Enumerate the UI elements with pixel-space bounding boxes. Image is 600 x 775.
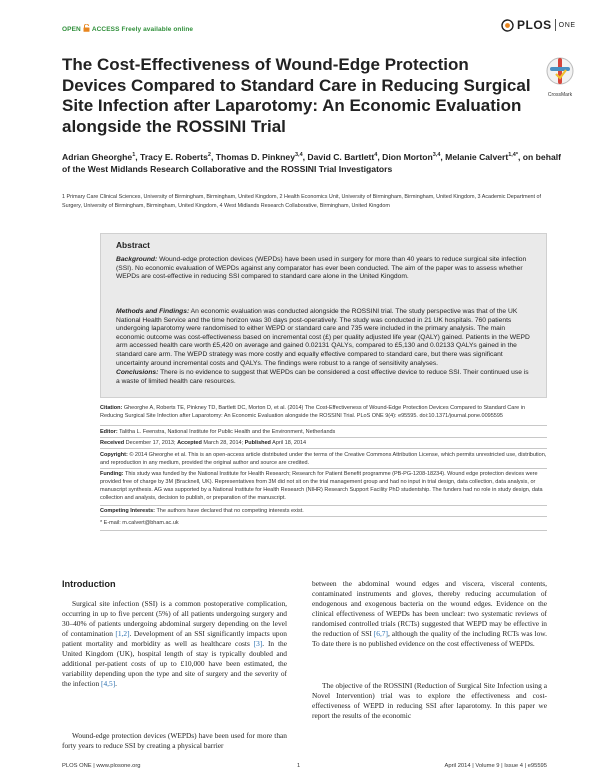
author-name: , Thomas D. Pinkney (210, 152, 295, 162)
open-access-banner (62, 24, 193, 33)
intro-paragraph (312, 579, 547, 649)
author-name: , David C. Bartlett (302, 152, 375, 162)
corresponding-mark: * (515, 152, 519, 159)
access-label: ACCESS (91, 26, 120, 33)
plos-logo-icon (501, 19, 514, 32)
author-affil: 4 (374, 152, 378, 159)
email-link[interactable]: m.calvert@bham.ac.uk (120, 520, 179, 526)
author-affil: 3,4 (295, 152, 303, 159)
corresponding-email (100, 519, 547, 527)
intro-paragraph (62, 599, 287, 689)
plos-one-logo[interactable] (501, 17, 576, 33)
crossmark-label: CrossMark (547, 92, 573, 98)
citation (100, 404, 547, 420)
divider (100, 437, 547, 438)
intro-text: Surgical site infection (SSI) is a common postoperative complication, occurring in up to five percent (5%) of all patients undergoing surgery and 30–40% of patients undergoing abdominal surgery depending on the level of contamination (62, 599, 287, 638)
intro-paragraph: The objective of the ROSSINI (Reduction of Surgical Site Infection using a Novel Intervention) trial was to explore the effectiveness and cost-effectiveness of WEPD in reducing SSI after laparotomy. In this paper we report the results of the economic (312, 681, 547, 720)
methods-text: An economic evaluation was conducted alongside the ROSSINI trial. The study perspective was that of the UK National Health Service and the time horizon was 30 days post-operatively. The study was conducted in 21 UK hospitals. 760 patients undergoing laparotomy were randomised to either WEPD or standard care and 735 were included in the primary analysis. The main economic outcome was cost-effectiveness based on incremental cost (£) per quality adjusted life year (QALY) gained. Patients in the WEPD arm accessed health care worth £5,420 on average and gained 0.02131 QALYs, compared to £5,130 and 0.02133 QALYs gained in the standard care arm. The WEPD strategy was more costly and equally effective compared to standard care, but there was significant uncertainty around incremental costs and QALYs. The findings were robust to a range of sensitivity analyses. (116, 308, 530, 367)
editor (100, 428, 547, 436)
abstract-methods (116, 308, 530, 368)
author-collaborative: , on behalf of the West Midlands Research Collaborative and the ROSSINI Trial Investigators (62, 152, 561, 174)
page-number: 1 (297, 763, 301, 769)
author-name: , Dion Morton (377, 152, 433, 162)
divider (100, 530, 547, 531)
intro-text: . Development of an SSI significantly impacts upon patient mortality and morbidity as well as healthcare costs (62, 629, 287, 648)
intro-paragraph: Wound-edge protection devices (WEPDs) have been used for more than forty years to reduce SSI by creating a physical barrier (62, 731, 287, 750)
competing-interests (100, 507, 547, 515)
funding (100, 470, 547, 502)
affiliations: 1 Primary Care Clinical Sciences, University of Birmingham, Birmingham, United Kingdom, 2 Health Economics Unit, University of Birmingham, Birmingham, United Kingdom, 3 Academic Department of Surgery, University of Birmingham, Birmingham, United Kingdom, 4 West Midlands Research Collaborative, Birmingham, United Kingdom (62, 194, 542, 209)
logo-divider (555, 19, 556, 31)
competing-label: Competing Interests: (100, 508, 156, 514)
one-label: ONE (558, 21, 576, 29)
reference-link[interactable]: [3] (253, 639, 263, 648)
citation-label: Citation: (100, 405, 123, 411)
funding-label: Funding: (100, 471, 124, 477)
published-label: Published (244, 440, 271, 446)
accepted-date: March 28, 2014; (201, 440, 245, 446)
intro-text: . In the United Kingdom (UK), hospital length of stay is typically doubled and additional per-patient costs of up to £10,000 have been estimated, the variability depending upon the type and site of surgery and the severity of the infection (62, 639, 287, 688)
abstract-heading: Abstract (116, 240, 150, 250)
open-label: OPEN (62, 26, 81, 33)
editor-label: Editor: (100, 429, 118, 435)
email-label: * E-mail: (100, 520, 121, 526)
editor-text: Talitha L. Feenstra, National Institute for Public Health and the Environment, Netherlands (117, 429, 336, 435)
citation-text: Gheorghe A, Roberts TE, Pinkney TD, Bartlett DC, Morton D, et al. (2014) The Cost-Effectiveness of Wound-Edge Protection Devices Compared to Standard Care in Reducing Surgical Site Infection after Laparotomy: An Economic Evaluation alongside the ROSSINI Trial. PLoS ONE 9(4): e95595. doi:10.1371/journal.pone.0095595 (100, 405, 526, 419)
author-name: , Melanie Calvert (440, 152, 509, 162)
received-date: December 17, 2013; (124, 440, 178, 446)
author-affil: 3,4 (432, 152, 441, 159)
author-affil: 1,4 (508, 152, 516, 159)
abstract-conclusions (116, 369, 530, 386)
background-text: Wound-edge protection devices (WEPDs) have been used in surgery for more than 40 years to reduce surgical site infection (SSI). No economic evaluation of WEPDs against any comparator has ever been conducted. The aim of the paper was to assess whether WEPDs are cost-effective in reducing SSI compared to standard care alone in the United Kingdom. (116, 256, 527, 281)
accepted-label: Accepted (177, 440, 202, 446)
open-lock-icon (83, 24, 90, 32)
copyright-label: Copyright: (100, 452, 128, 458)
conclusions-text: There is no evidence to suggest that WEPDs can be considered a cost effective device to reduce SSI. Their continued use is a waste of limited health care resources. (116, 369, 529, 385)
methods-label: Methods and Findings: (116, 308, 190, 315)
article-title: The Cost-Effectiveness of Wound-Edge Protection Devices Compared to Standard Care in Reducing Surgical Site Infection after Laparotomy: An Economic Evaluation alongside the ROSSINI Trial (62, 55, 531, 136)
funding-text: This study was funded by the National Institute for Health Research; Research for Patient Benefit programme (PB-PG-1208-18234). Wound edge protection devices were provided free of charge by 3M (Bracknell, UK). Representatives from 3M did not sit on the trial management group and had no input in trial design, data collection, data analysis, or manuscript synthesis. AG was supported by a National Institute for Health Research (NIHR) Research Support Facility PhD studentship. The funders had no role in study design, data collection and analysis, decision to publish, or preparation of the manuscript. (100, 471, 543, 501)
copyright (100, 451, 547, 467)
introduction-heading: Introduction (62, 579, 116, 589)
author-name: Adrian Gheorghe (62, 152, 133, 162)
footer-issue: April 2014 | Volume 9 | Issue 4 | e95595 (444, 763, 547, 769)
divider (100, 468, 547, 469)
abstract-background (116, 256, 530, 282)
divider (100, 505, 547, 506)
conclusions-label: Conclusions: (116, 369, 159, 376)
footer-journal[interactable]: PLOS ONE | www.plosone.org (62, 763, 141, 769)
competing-text: The authors have declared that no competing interests exist. (155, 508, 304, 514)
plos-brand: PLOS (517, 18, 552, 32)
divider (100, 516, 547, 517)
background-label: Background: (116, 256, 158, 263)
divider (100, 425, 547, 426)
intro-text: , although the quality of the including RCTs was low. To date there is no published evidence on the cost effectiveness of WEPDs. (312, 629, 547, 648)
reference-link[interactable]: [6,7] (373, 629, 388, 638)
received-label: Received (100, 440, 125, 446)
crossmark-badge[interactable] (540, 56, 580, 98)
crossmark-icon (545, 56, 575, 86)
author-name: , Tracy E. Roberts (135, 152, 208, 162)
freely-available-label: Freely available online (121, 26, 194, 33)
copyright-text: © 2014 Gheorghe et al. This is an open-access article distributed under the terms of the Creative Commons Attribution License, which permits unrestricted use, distribution, and reproduction in any medium, provided the original author and source are credited. (100, 452, 547, 466)
intro-text: between the abdominal wound edges and viscera, visceral contents, contaminated instruments and gloves, thereby reducing accumulation of endogenous and exogenous bacteria on the wound edges. Evidence on the clinical effectiveness of WEPDs has been unclear: two systematic reviews of randomised controlled trials (RCTs) suggested that WEPD may be effective in the reduction of SSI (312, 579, 547, 638)
author-affil: 1 (132, 152, 136, 159)
intro-text: . (115, 679, 118, 688)
reference-link[interactable]: [4,5] (101, 679, 116, 688)
author-affil: 2 (207, 152, 211, 159)
published-date: April 18, 2014 (270, 440, 307, 446)
author-list (62, 151, 562, 175)
reference-link[interactable]: [1,2] (115, 629, 130, 638)
divider (100, 448, 547, 449)
dates (100, 439, 547, 447)
